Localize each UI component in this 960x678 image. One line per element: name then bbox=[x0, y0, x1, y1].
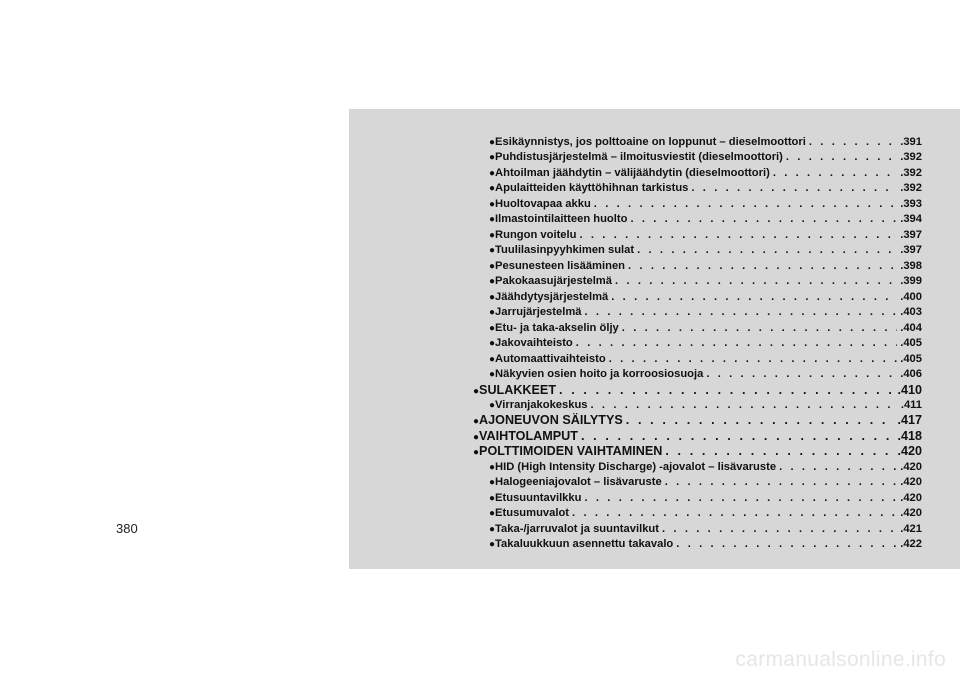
toc-item-title: Takaluukkuun asennettu takavalo bbox=[495, 538, 674, 551]
dot-leader bbox=[572, 506, 897, 521]
toc-item-page: .394 bbox=[900, 213, 922, 226]
toc-item-title: Näkyvien osien hoito ja korroosiosuoja bbox=[495, 368, 704, 381]
bullet-icon: ● bbox=[489, 477, 496, 489]
bullet-icon: ● bbox=[489, 492, 496, 504]
bullet-icon: ● bbox=[489, 353, 496, 365]
dot-leader bbox=[611, 290, 897, 305]
toc-item-title: HID (High Intensity Discharge) -ajovalot – lisävaruste bbox=[495, 460, 777, 473]
toc-item[interactable] bbox=[489, 522, 922, 537]
dot-leader bbox=[615, 274, 897, 289]
toc-item-page: .420 bbox=[900, 460, 922, 473]
toc-item-page: .405 bbox=[900, 337, 922, 350]
toc-item-title: Apulaitteiden käyttöhihnan tarkistus bbox=[495, 182, 689, 195]
bullet-icon: ● bbox=[473, 447, 480, 459]
page-number: 380 bbox=[116, 521, 138, 536]
bullet-icon: ● bbox=[473, 416, 480, 428]
toc-item-title: Ilmastointilaitteen huolto bbox=[495, 213, 628, 226]
toc-item-page: .392 bbox=[900, 182, 922, 195]
toc-item[interactable] bbox=[489, 274, 922, 289]
dot-leader bbox=[786, 150, 897, 165]
toc-item-title: SULAKKEET bbox=[479, 382, 557, 397]
toc-item-page: .398 bbox=[900, 259, 922, 272]
bullet-icon: ● bbox=[489, 461, 496, 473]
dot-leader bbox=[809, 135, 897, 150]
bullet-icon: ● bbox=[489, 291, 496, 303]
dot-leader bbox=[622, 321, 897, 336]
toc-item-title: VAIHTOLAMPUT bbox=[479, 428, 578, 443]
toc-item[interactable] bbox=[489, 537, 922, 552]
toc-item-title: Taka-/jarruvalot ja suuntavilkut bbox=[495, 522, 659, 535]
toc-item[interactable] bbox=[489, 150, 922, 165]
toc-item-title: Huoltovapaa akku bbox=[495, 197, 591, 210]
toc-item-title: Ahtoilman jäähdytin – välijäähdytin (dieselmoottori) bbox=[495, 166, 770, 179]
toc-item[interactable] bbox=[473, 383, 922, 398]
toc-item-page: .399 bbox=[900, 275, 922, 288]
dot-leader bbox=[584, 491, 897, 506]
toc-item[interactable] bbox=[489, 197, 922, 212]
dot-leader bbox=[591, 398, 898, 413]
toc-item-title: Pesunesteen lisääminen bbox=[495, 259, 626, 272]
bullet-icon: ● bbox=[489, 214, 496, 226]
toc-item[interactable] bbox=[473, 413, 922, 428]
toc-item[interactable] bbox=[489, 135, 922, 150]
toc-item-page: .404 bbox=[900, 321, 922, 334]
dot-leader bbox=[665, 475, 898, 490]
toc-item-title: Pakokaasujärjestelmä bbox=[495, 275, 612, 288]
toc-item[interactable] bbox=[489, 259, 922, 274]
toc-item-page: .392 bbox=[900, 151, 922, 164]
bullet-icon: ● bbox=[489, 245, 496, 257]
toc-item[interactable] bbox=[489, 491, 922, 506]
bullet-icon: ● bbox=[489, 137, 496, 148]
dot-leader bbox=[581, 429, 895, 444]
toc-item-title: Jakovaihteisto bbox=[495, 337, 573, 350]
bullet-icon: ● bbox=[489, 229, 496, 241]
bullet-icon: ● bbox=[489, 322, 496, 334]
toc-item-title: Rungon voitelu bbox=[495, 228, 577, 241]
toc-item[interactable] bbox=[489, 212, 922, 227]
dot-leader bbox=[637, 243, 897, 258]
toc-item-page: .391 bbox=[900, 136, 922, 148]
toc-item-page: .392 bbox=[900, 166, 922, 179]
toc-item[interactable] bbox=[489, 460, 922, 475]
bullet-icon: ● bbox=[489, 167, 496, 179]
bullet-icon: ● bbox=[489, 369, 496, 381]
dot-leader bbox=[594, 197, 897, 212]
toc-item-title: Tuulilasinpyyhkimen sulat bbox=[495, 244, 635, 257]
toc-item[interactable] bbox=[489, 352, 922, 367]
bullet-icon: ● bbox=[473, 431, 480, 443]
bullet-icon: ● bbox=[473, 385, 480, 397]
toc-item-title: Jarrujärjestelmä bbox=[495, 306, 582, 319]
dot-leader bbox=[665, 444, 894, 459]
dot-leader bbox=[559, 383, 894, 398]
bullet-icon: ● bbox=[489, 307, 496, 319]
dot-leader bbox=[626, 413, 895, 428]
toc-item[interactable] bbox=[489, 166, 922, 181]
dot-leader bbox=[628, 259, 897, 274]
dot-leader bbox=[676, 537, 897, 552]
toc-item-page: .400 bbox=[900, 290, 922, 303]
toc-item-page: .422 bbox=[900, 538, 922, 551]
toc-item-page: .397 bbox=[900, 228, 922, 241]
dot-leader bbox=[579, 228, 897, 243]
dot-leader bbox=[779, 460, 897, 475]
dot-leader bbox=[609, 352, 898, 367]
toc-item[interactable] bbox=[489, 290, 922, 305]
bullet-icon: ● bbox=[489, 539, 496, 551]
toc-item-title: Halogeeniajovalot – lisävaruste bbox=[495, 476, 662, 489]
toc-item[interactable] bbox=[489, 243, 922, 258]
toc-item-page: .393 bbox=[900, 197, 922, 210]
toc-item-page: .403 bbox=[900, 306, 922, 319]
toc-item-page: .405 bbox=[900, 352, 922, 365]
dot-leader bbox=[576, 336, 897, 351]
toc-item-title: Esikäynnistys, jos polttoaine on loppunut – dieselmoottori bbox=[495, 136, 806, 148]
bullet-icon: ● bbox=[489, 198, 496, 210]
toc-item[interactable] bbox=[489, 228, 922, 243]
toc-item[interactable] bbox=[473, 444, 922, 459]
bullet-icon: ● bbox=[489, 276, 496, 288]
dot-leader bbox=[662, 522, 897, 537]
toc-item-title: Etusuuntavilkku bbox=[495, 491, 582, 504]
bullet-icon: ● bbox=[489, 338, 496, 350]
toc-item[interactable] bbox=[489, 321, 922, 336]
toc-panel bbox=[349, 109, 960, 569]
bullet-icon: ● bbox=[489, 152, 496, 164]
toc-item-page: .420 bbox=[900, 507, 922, 520]
toc-item-title: Virranjakokeskus bbox=[495, 398, 588, 411]
bullet-icon: ● bbox=[489, 399, 496, 411]
dot-leader bbox=[773, 166, 897, 181]
bullet-icon: ● bbox=[489, 508, 496, 520]
toc-item[interactable] bbox=[489, 181, 922, 196]
toc-item[interactable] bbox=[489, 475, 922, 490]
toc-list bbox=[473, 135, 922, 553]
bullet-icon: ● bbox=[489, 523, 496, 535]
toc-item-page: .418 bbox=[897, 428, 922, 443]
toc-item-title: POLTTIMOIDEN VAIHTAMINEN bbox=[479, 444, 663, 459]
dot-leader bbox=[630, 212, 897, 227]
toc-item-page: .406 bbox=[900, 368, 922, 381]
toc-item-title: Etu- ja taka-akselin öljy bbox=[495, 321, 619, 334]
bullet-icon: ● bbox=[489, 260, 496, 272]
toc-item-page: .411 bbox=[900, 398, 922, 411]
dot-leader bbox=[706, 367, 897, 382]
toc-item-page: .420 bbox=[900, 491, 922, 504]
dot-leader bbox=[691, 181, 897, 196]
toc-item[interactable] bbox=[473, 429, 922, 444]
toc-item[interactable] bbox=[489, 336, 922, 351]
toc-item[interactable] bbox=[489, 305, 922, 320]
toc-item-title: Puhdistusjärjestelmä – ilmoitusviestit (dieselmoottori) bbox=[495, 151, 783, 164]
toc-item-page: .397 bbox=[900, 244, 922, 257]
toc-item[interactable] bbox=[489, 506, 922, 521]
dot-leader bbox=[585, 305, 898, 320]
toc-item[interactable] bbox=[489, 367, 922, 382]
toc-item-title: Automaattivaihteisto bbox=[495, 352, 606, 365]
toc-item-page: .417 bbox=[897, 413, 922, 428]
toc-item-title: Etusumuvalot bbox=[495, 507, 570, 520]
toc-item-page: .421 bbox=[900, 522, 922, 535]
toc-item-page: .410 bbox=[897, 382, 922, 397]
toc-item-title: Jäähdytysjärjestelmä bbox=[495, 290, 609, 303]
bullet-icon: ● bbox=[489, 183, 496, 195]
toc-item-title: AJONEUVON SÄILYTYS bbox=[479, 413, 623, 428]
toc-item-page: .420 bbox=[897, 444, 922, 459]
watermark-text: carmanualsonline.info bbox=[735, 648, 946, 671]
toc-item[interactable] bbox=[489, 398, 922, 413]
toc-item-page: .420 bbox=[900, 476, 922, 489]
